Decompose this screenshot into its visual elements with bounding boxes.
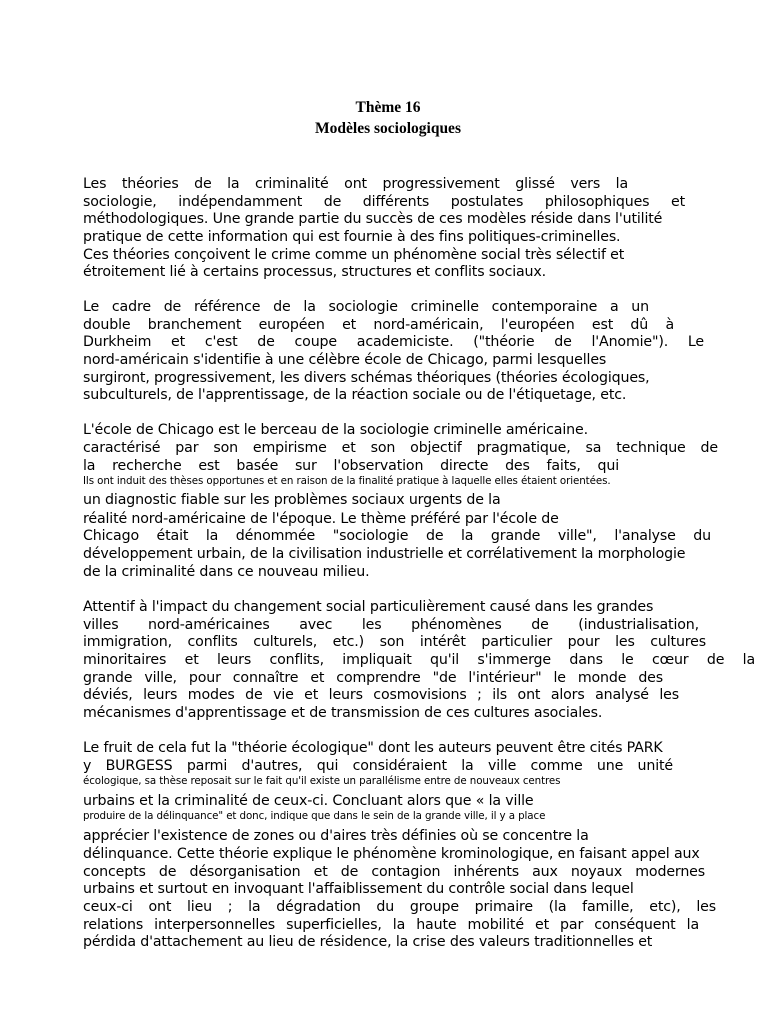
text-line: Chicago était la dénommée "sociologie de la grande ville", l'analyse du bbox=[83, 528, 711, 544]
text-line: subculturels, de l'apprentissage, de la réaction sociale ou de l'étiquetage, etc. bbox=[83, 387, 627, 403]
text-line: méthodologiques. Une grande partie du succès de ces modèles réside dans l'utilité bbox=[83, 211, 663, 227]
text-line: réalité nord-américaine de l'époque. Le thème préféré par l'école de bbox=[83, 511, 559, 527]
text-line: écologique, sa thèse reposait sur le fait qu'il existe un parallélisme entre de nouveaux centres bbox=[83, 775, 561, 787]
text-line: pratique de cette information qui est fournie à des fins politiques-criminelles. bbox=[83, 229, 621, 245]
text-line: Attentif à l'impact du changement social particulièrement causé dans les grandes bbox=[83, 599, 654, 615]
text-line: un diagnostic fiable sur les problèmes sociaux urgents de la bbox=[83, 492, 501, 508]
text-line: mécanismes d'apprentissage et de transmission de ces cultures asociales. bbox=[83, 705, 603, 721]
text-line: L'école de Chicago est le berceau de la sociologie criminelle américaine. bbox=[83, 422, 588, 438]
text-line: minoritaires et leurs conflits, impliquait qu'il s'immerge dans le cœur de la bbox=[83, 652, 755, 668]
text-line: sociologie, indépendamment de différents postulates philosophiques et bbox=[83, 194, 685, 210]
text-line: grande ville, pour connaître et comprendre "de l'intérieur" le monde des bbox=[83, 670, 663, 686]
text-line: urbains et la criminalité de ceux-ci. Concluant alors que « la ville bbox=[83, 793, 534, 809]
text-line: Ils ont induit des thèses opportunes et en raison de la finalité pratique à laquelle elles étaient orientées. bbox=[83, 475, 611, 487]
text-line: la recherche est basée sur l'observation directe des faits, qui bbox=[83, 458, 619, 474]
text-line: étroitement lié à certains processus, structures et conflits sociaux. bbox=[83, 264, 546, 280]
text-line: produire de la délinquance" et donc, indique que dans le sein de la grande ville, il y a place bbox=[83, 810, 546, 822]
text-line: double branchement européen et nord-américain, l'européen est dû à bbox=[83, 317, 674, 333]
text-line: Ces théories conçoivent le crime comme un phénomène social très sélectif et bbox=[83, 247, 625, 263]
theme-title: Thème 16 bbox=[355, 99, 421, 116]
text-line: délinquance. Cette théorie explique le phénomène krominologique, en faisant appel aux bbox=[83, 846, 700, 862]
text-line: caractérisé par son empirisme et son objectif pragmatique, sa technique de bbox=[83, 440, 718, 456]
text-line: développement urbain, de la civilisation industrielle et corrélativement la morphologie bbox=[83, 546, 686, 562]
text-line: Le cadre de référence de la sociologie criminelle contemporaine a un bbox=[83, 299, 649, 315]
theme-subtitle: Modèles sociologiques bbox=[315, 120, 461, 137]
text-line: pérdida d'attachement au lieu de résidence, la crise des valeurs traditionnelles et bbox=[83, 934, 653, 950]
text-line: Les théories de la criminalité ont progressivement glissé vers la bbox=[83, 176, 628, 192]
text-line: villes nord-américaines avec les phénomènes de (industrialisation, bbox=[83, 617, 699, 633]
text-line: relations interpersonnelles superficielles, la haute mobilité et par conséquent la bbox=[83, 917, 699, 933]
text-line: concepts de désorganisation et de contagion inhérents aux noyaux modernes bbox=[83, 864, 705, 880]
text-line: Le fruit de cela fut la "théorie écologique" dont les auteurs peuvent être cités PARK bbox=[83, 740, 663, 756]
text-line: surgiront, progressivement, les divers schémas théoriques (théories écologiques, bbox=[83, 370, 650, 386]
text-line: nord-américain s'identifie à une célèbre école de Chicago, parmi lesquelles bbox=[83, 352, 607, 368]
text-line: urbains et surtout en invoquant l'affaiblissement du contrôle social dans lequel bbox=[83, 881, 634, 897]
text-line: immigration, conflits culturels, etc.) son intérêt particulier pour les cultures bbox=[83, 634, 706, 650]
text-line: ceux-ci ont lieu ; la dégradation du groupe primaire (la famille, etc), les bbox=[83, 899, 716, 915]
text-line: apprécier l'existence de zones ou d'aires très définies où se concentre la bbox=[83, 828, 589, 844]
text-line: Durkheim et c'est de coupe academiciste. ("théorie de l'Anomie"). Le bbox=[83, 334, 704, 350]
text-line: déviés, leurs modes de vie et leurs cosmovisions ; ils ont alors analysé les bbox=[83, 687, 679, 703]
text-line: y BURGESS parmi d'autres, qui considéraient la ville comme une unité bbox=[83, 758, 673, 774]
text-line: de la criminalité dans ce nouveau milieu. bbox=[83, 564, 370, 580]
